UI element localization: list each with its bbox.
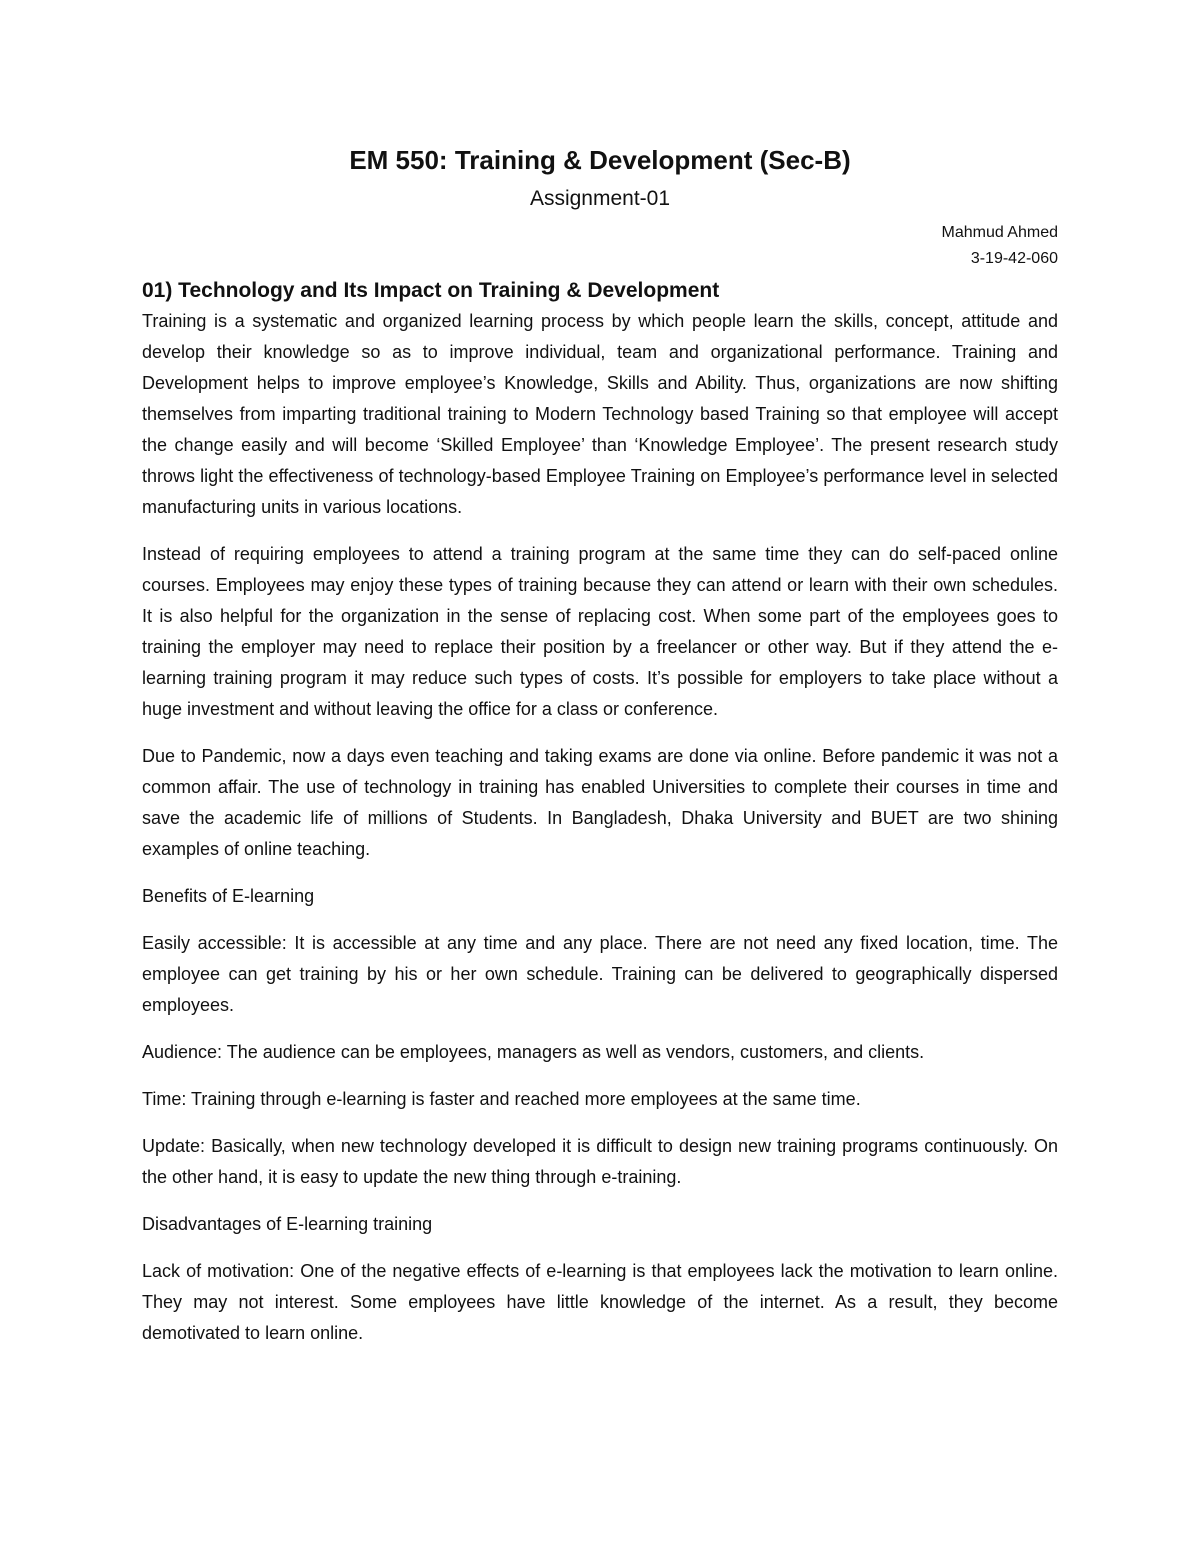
benefit-item: Audience: The audience can be employees, managers as well as vendors, customers, and clients. [142,1042,925,1062]
paragraph-pandemic: Due to Pandemic, now a days even teaching and taking exams are done via online. Before pandemic it was not a common affair. The use of technology in training has enabled Universities to complete their courses in time and save the academic life of millions of Students. In Bangladesh, Dhaka University and BUET are two shining examples of online teaching. [142,746,1058,859]
benefits-heading: Benefits of E-learning [142,886,315,906]
author-name: Mahmud Ahmed [941,224,1058,241]
author-id: 3-19-42-060 [970,250,1058,267]
paragraph-self-paced: Instead of requiring employees to attend a training program at the same time they can do self-paced online courses. Employees may enjoy these types of training because they can attend or learn with their own schedules. It is also helpful for the organization in the sense of replacing cost. When some part of the employees goes to training the employer may need to replace their position by a freelancer or other way. But if they attend the e-learning training program it may reduce such types of costs. It’s possible for employers to take place without a huge investment and without leaving the office for a class or conference. [142,544,1058,719]
benefit-item: Update: Basically, when new technology developed it is difficult to design new training programs continuously. On the other hand, it is easy to update the new thing through e-training. [142,1136,1058,1187]
disadvantages-heading: Disadvantages of E-learning training [142,1214,433,1234]
benefit-item: Easily accessible: It is accessible at any time and any place. There are not need any fixed location, time. The employee can get training by his or her own schedule. Training can be delivered to geographically dispersed employees. [142,933,1058,1015]
document-content [142,140,1058,1365]
document-title: EM 550: Training & Development (Sec-B) [349,145,851,175]
section-heading: 01) Technology and Its Impact on Training & Development [142,279,720,302]
document-subtitle: Assignment-01 [529,187,671,210]
author-block [142,220,1058,272]
benefit-item: Time: Training through e-learning is faster and reached more employees at the same time. [142,1089,861,1109]
paragraph-intro: Training is a systematic and organized learning process by which people learn the skills, concept, attitude and develop their knowledge so as to improve individual, team and organizational performance. Training and Development helps to improve employee’s Knowledge, Skills and Ability. Thus, organizations are now shifting themselves from imparting traditional training to Modern Technology based Training so that employee will accept the change easily and will become ‘Skilled Employee’ than ‘Knowledge Employee’. The present research study throws light the effectiveness of technology-based Employee Training on Employee’s performance level in selected manufacturing units in various locations. [142,311,1058,517]
disadvantage-item: Lack of motivation: One of the negative effects of e-learning is that employees lack the motivation to learn online. They may not interest. Some employees have little knowledge of the internet. As a result, they become demotivated to learn online. [142,1261,1058,1343]
